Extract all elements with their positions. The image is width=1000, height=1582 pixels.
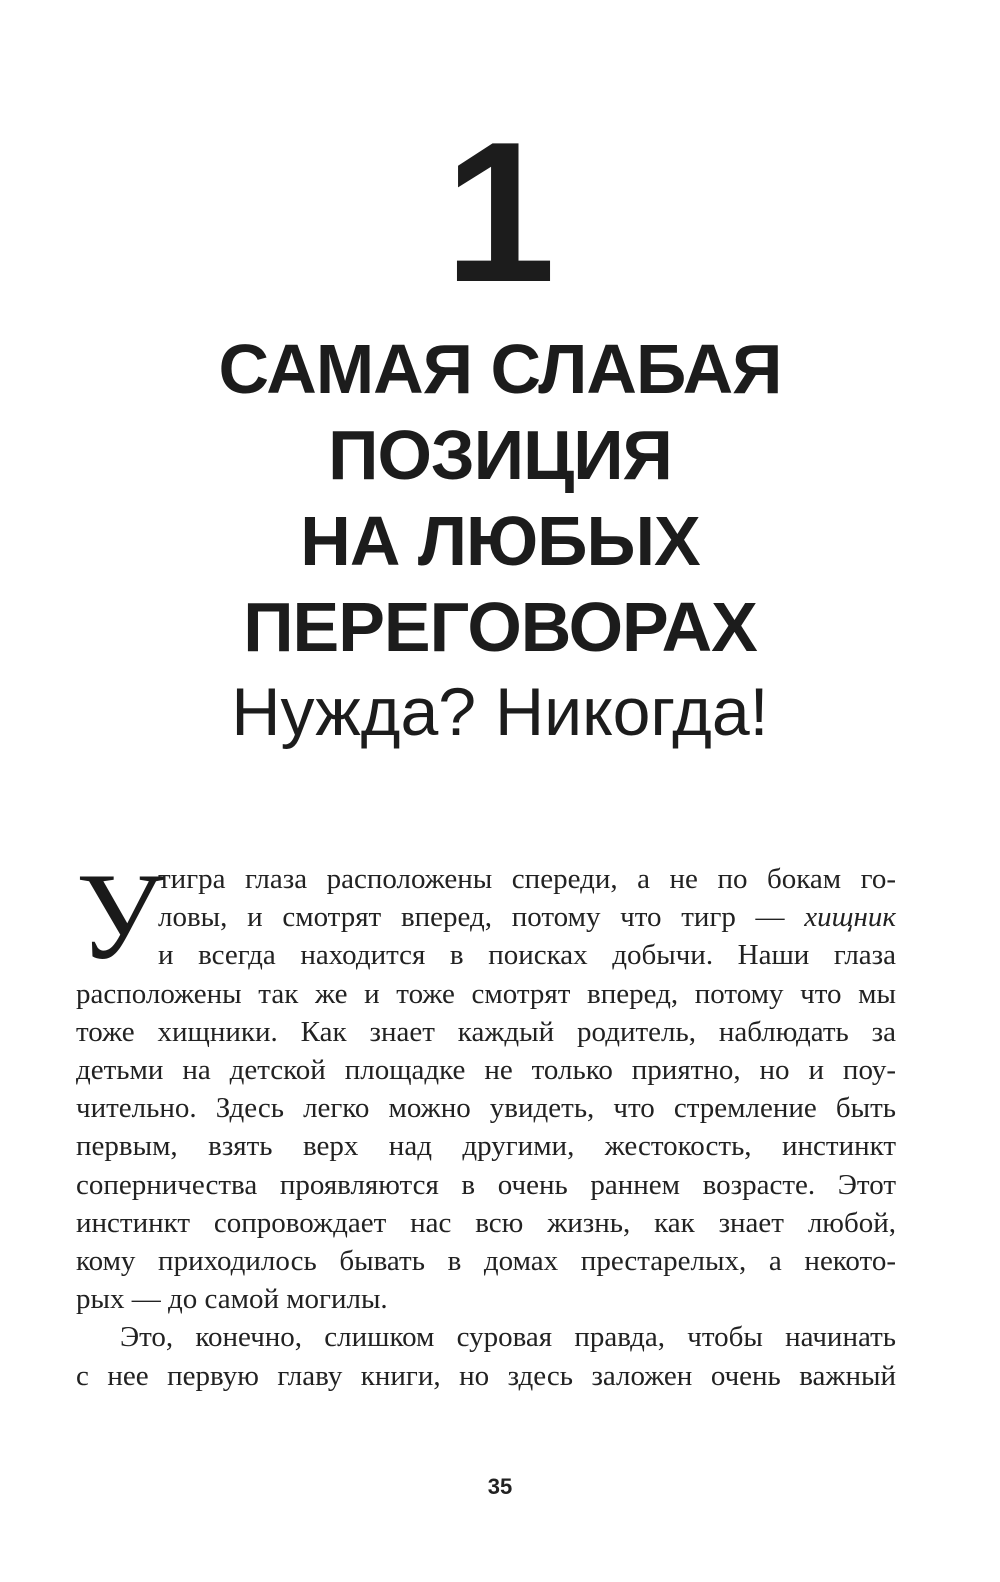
text-line: тоже хищники. Как знает каждый родитель, наблюдать за bbox=[76, 1015, 896, 1048]
chapter-number: 1 bbox=[444, 101, 556, 324]
chapter-title-line: ПОЗИЦИЯ bbox=[328, 416, 672, 494]
body-text bbox=[76, 848, 896, 1395]
text-line: Это, конечно, слишком суровая правда, чтобы начинать bbox=[120, 1321, 896, 1354]
paragraph-1 bbox=[76, 848, 896, 1318]
text-line: детьми на детской площадке не только приятно, но и поу- bbox=[76, 1054, 896, 1087]
text-line bbox=[76, 898, 896, 936]
text-line: чительно. Здесь легко можно увидеть, что стремление быть bbox=[76, 1092, 896, 1125]
text-line-part: ловы, и смотрят вперед, потому что тигр — bbox=[158, 901, 785, 934]
drop-cap: У bbox=[76, 848, 164, 985]
chapter-title-line: НА ЛЮБЫХ bbox=[300, 502, 700, 580]
text-line: рых — до самой могилы. bbox=[76, 1283, 388, 1316]
chapter-title bbox=[0, 326, 1000, 670]
chapter-subtitle: Нужда? Никогда! bbox=[231, 674, 769, 750]
text-line: кому приходилось бывать в домах престарелых, а некото- bbox=[76, 1245, 896, 1278]
text-line: тигра глаза расположены спереди, а не по бокам го- bbox=[158, 863, 896, 895]
page-number: 35 bbox=[487, 1474, 513, 1499]
italic-word: хищник bbox=[804, 901, 896, 934]
text-line: соперничества проявляются в очень раннем возрасте. Этот bbox=[76, 1168, 896, 1201]
text-line: с нее первую главу книги, но здесь заложен очень важный bbox=[76, 1359, 896, 1392]
text-line: расположены так же и тоже смотрят вперед, потому что мы bbox=[76, 977, 896, 1010]
paragraph-2 bbox=[76, 1318, 896, 1394]
text-line: первым, взять верх над другими, жестокость, инстинкт bbox=[76, 1130, 896, 1163]
chapter-title-line: САМАЯ СЛАБАЯ bbox=[218, 330, 782, 408]
text-line: и всегда находится в поисках добычи. Наши глаза bbox=[158, 939, 896, 972]
chapter-title-line: ПЕРЕГОВОРАХ bbox=[243, 588, 757, 666]
text-line: инстинкт сопровождает нас всю жизнь, как знает любой, bbox=[76, 1206, 896, 1239]
